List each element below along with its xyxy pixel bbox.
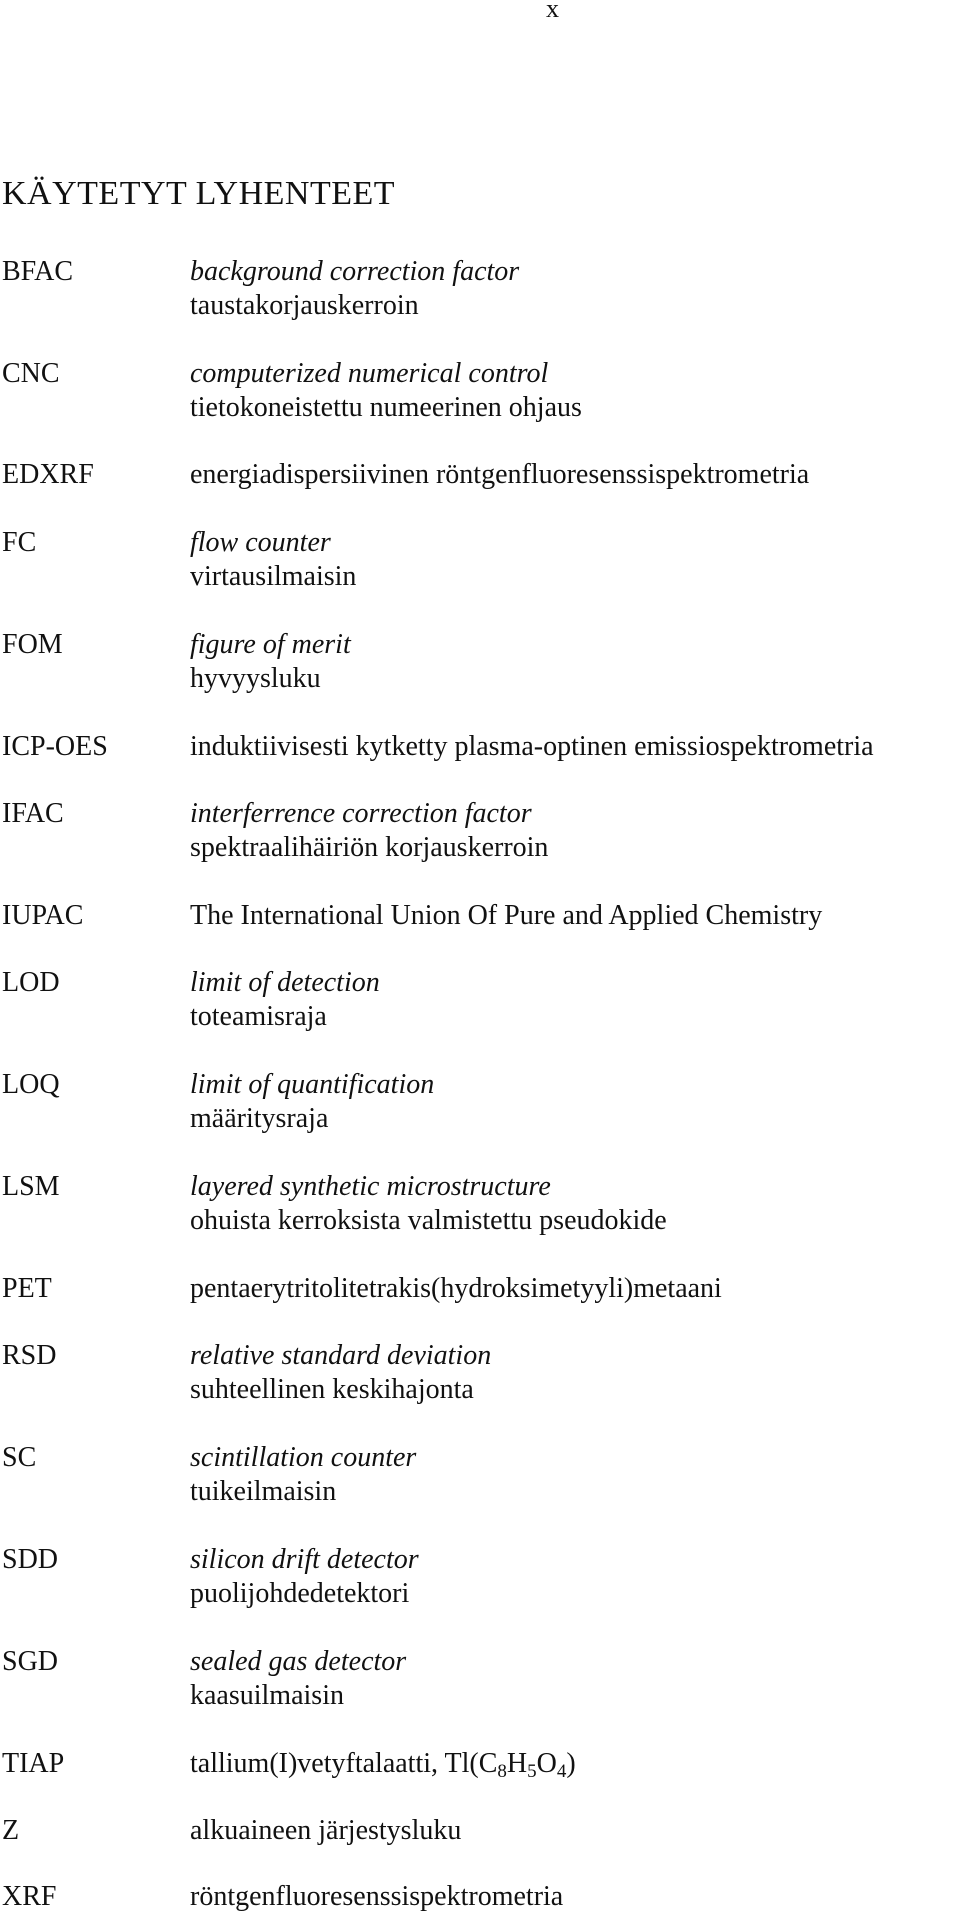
finnish-term: pentaerytritolitetrakis(hydroksimetyyli)metaani xyxy=(190,1273,722,1304)
abbreviation-term: EDXRF xyxy=(2,459,94,490)
english-term: flow counter xyxy=(190,527,331,558)
finnish-term: induktiivisesti kytketty plasma-optinen emissiospektrometria xyxy=(190,731,874,762)
abbreviation-term: LOD xyxy=(2,967,60,998)
finnish-term: ohuista kerroksista valmistettu pseudokide xyxy=(190,1205,667,1236)
abbreviation-term: RSD xyxy=(2,1340,57,1371)
oxygen-symbol: O xyxy=(536,1748,557,1779)
abbreviation-term: SGD xyxy=(2,1646,59,1677)
page-number: x xyxy=(546,0,559,23)
finnish-term: tietokoneistettu numeerinen ohjaus xyxy=(190,392,582,423)
finnish-term: tuikeilmaisin xyxy=(190,1476,337,1507)
finnish-term: puolijohdedetektori xyxy=(190,1578,410,1609)
english-term: limit of detection xyxy=(190,967,380,998)
abbreviation-term: LOQ xyxy=(2,1069,60,1100)
english-term: relative standard deviation xyxy=(190,1340,492,1371)
english-term: background correction factor xyxy=(190,256,520,287)
finnish-term: hyvyysluku xyxy=(190,663,321,694)
abbreviation-term: XRF xyxy=(2,1881,57,1912)
abbreviation-term: PET xyxy=(2,1273,52,1304)
abbreviation-term: TIAP xyxy=(2,1748,65,1779)
abbreviation-term: FOM xyxy=(2,629,63,660)
page-heading: KÄYTETYT LYHENTEET xyxy=(2,175,396,212)
english-term: sealed gas detector xyxy=(190,1646,407,1677)
hydrogen-subscript: 5 xyxy=(527,1761,537,1782)
formula-close: ) xyxy=(566,1748,576,1779)
finnish-term: määritysraja xyxy=(190,1103,329,1134)
carbon-subscript: 8 xyxy=(497,1761,507,1782)
formula-text: tallium(I)vetyftalaatti, Tl(C xyxy=(190,1748,498,1779)
finnish-term: alkuaineen järjestysluku xyxy=(190,1815,462,1846)
finnish-term: virtausilmaisin xyxy=(190,561,357,592)
finnish-term xyxy=(190,1747,576,1781)
abbreviation-term: CNC xyxy=(2,358,60,389)
abbreviation-term: ICP-OES xyxy=(2,731,108,762)
hydrogen-symbol: H xyxy=(506,1748,528,1779)
abbreviation-term: BFAC xyxy=(2,256,74,287)
finnish-term: energiadispersiivinen röntgenfluoresenssispektrometria xyxy=(190,459,810,490)
english-term: limit of quantification xyxy=(190,1069,435,1100)
finnish-term: röntgenfluoresenssispektrometria xyxy=(190,1881,564,1912)
english-term: silicon drift detector xyxy=(190,1544,419,1575)
english-term: computerized numerical control xyxy=(190,358,549,389)
abbreviation-term: SC xyxy=(2,1442,37,1473)
oxygen-subscript: 4 xyxy=(556,1761,567,1782)
english-term: layered synthetic microstructure xyxy=(190,1171,551,1202)
english-term: scintillation counter xyxy=(190,1442,417,1473)
abbreviation-term: Z xyxy=(2,1815,20,1846)
abbreviation-term: LSM xyxy=(2,1171,60,1202)
finnish-term: suhteellinen keskihajonta xyxy=(190,1374,474,1405)
abbreviation-term: IUPAC xyxy=(2,900,84,931)
english-term: figure of merit xyxy=(190,629,351,660)
finnish-term: taustakorjauskerroin xyxy=(190,290,419,321)
abbreviation-term: SDD xyxy=(2,1544,59,1575)
abbreviation-term: FC xyxy=(2,527,37,558)
abbreviation-term: IFAC xyxy=(2,798,64,829)
english-term: interferrence correction factor xyxy=(190,798,532,829)
finnish-term: spektraalihäiriön korjauskerroin xyxy=(190,832,549,863)
finnish-term: The International Union Of Pure and Applied Chemistry xyxy=(190,900,823,931)
finnish-term: toteamisraja xyxy=(190,1001,327,1032)
finnish-term: kaasuilmaisin xyxy=(190,1680,344,1711)
